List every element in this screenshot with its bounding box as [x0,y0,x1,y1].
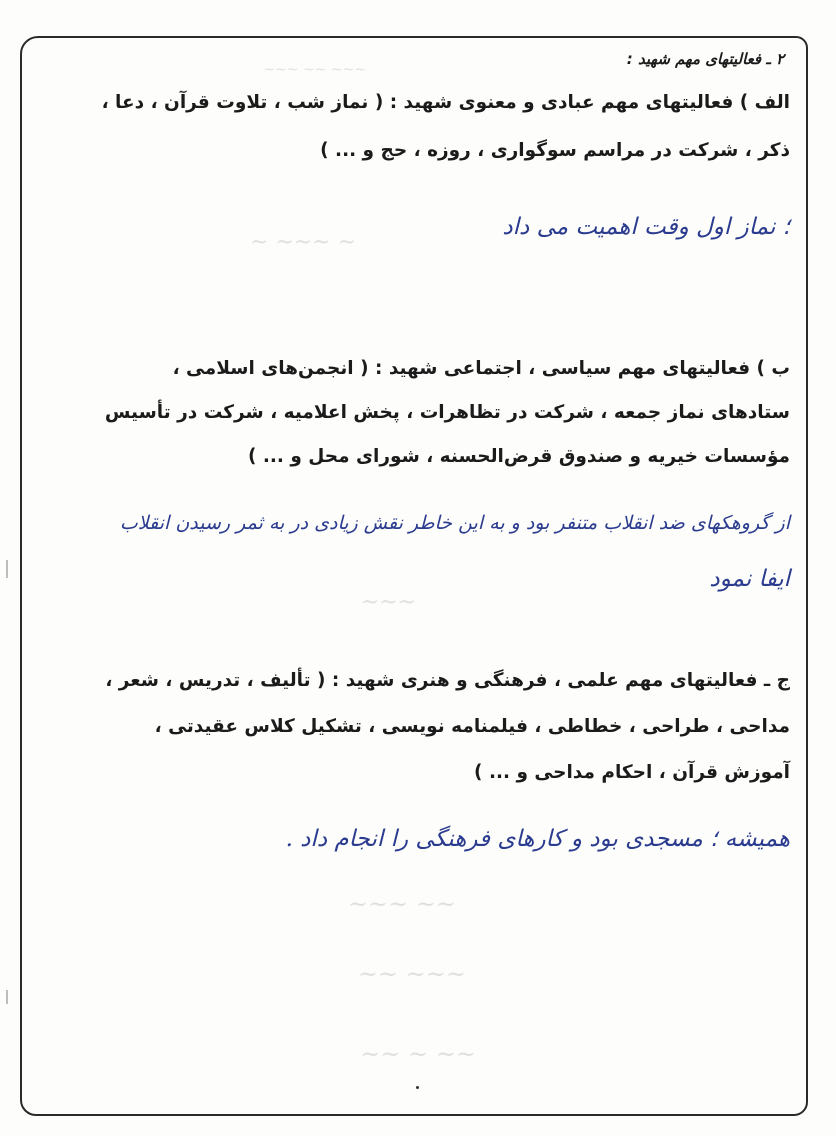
section-b-handwritten-answer-line-1: از گروهکهای ضد انقلاب متنفر بود و به این خاطر نقش زیادی در به ثمر رسیدن انقلاب [119,512,790,534]
bleed-through-mark: ~~ ~ ~~ [360,1040,476,1068]
bleed-through-mark: ~~ ~~~ [347,890,456,918]
section-a-line-2: ذکر ، شرکت در مراسم سوگواری ، روزه ، حج و ... ) [320,140,790,161]
section-c-line-1: ج ـ فعالیتهای مهم علمی ، فرهنگی و هنری شهید : ( تألیف ، تدریس ، شعر ، [105,670,790,691]
section-c-line-3: آموزش قرآن ، احکام مداحی و ... ) [474,762,790,783]
section-c-line-2: مداحی ، طراحی ، خطاطی ، فیلمنامه نویسی ، تشکیل کلاس عقیدتی ، [154,716,790,737]
bleed-through-mark: ~~~ ~~ ~~~ [263,62,366,78]
bleed-through-mark: ~~~ ~~ [357,960,466,988]
margin-mark [6,560,8,578]
margin-mark [6,990,8,1004]
bleed-through-mark: ~ ~~~ ~ [249,230,356,255]
section-a-handwritten-answer: ؛ نماز اول وقت اهمیت می داد [502,214,790,240]
section-b-handwritten-answer-line-2: ایفا نمود [709,566,790,592]
section-c-handwritten-answer: همیشه ؛ مسجدی بود و کارهای فرهنگی را انجام داد . [285,826,790,852]
bleed-through-mark: ~~~ [360,590,416,615]
section-b-line-2: ستادهای نماز جمعه ، شرکت در تظاهرات ، پخش اعلامیه ، شرکت در تأسیس [104,402,790,423]
ink-dot [416,1086,419,1089]
section-a-line-1: الف ) فعالیتهای مهم عبادی و معنوی شهید : ( نماز شب ، تلاوت قرآن ، دعا ، [101,92,790,113]
section-b-line-3: مؤسسات خیریه و صندوق قرض‌الحسنه ، شورای محل و ... ) [247,446,790,467]
section-b-line-1: ب ) فعالیتهای مهم سیاسی ، اجتماعی شهید : ( انجمن‌های اسلامی ، [172,358,790,379]
page-border [20,36,808,1116]
section-heading: ۲ ـ فعالیتهای مهم شهید : [626,50,784,68]
